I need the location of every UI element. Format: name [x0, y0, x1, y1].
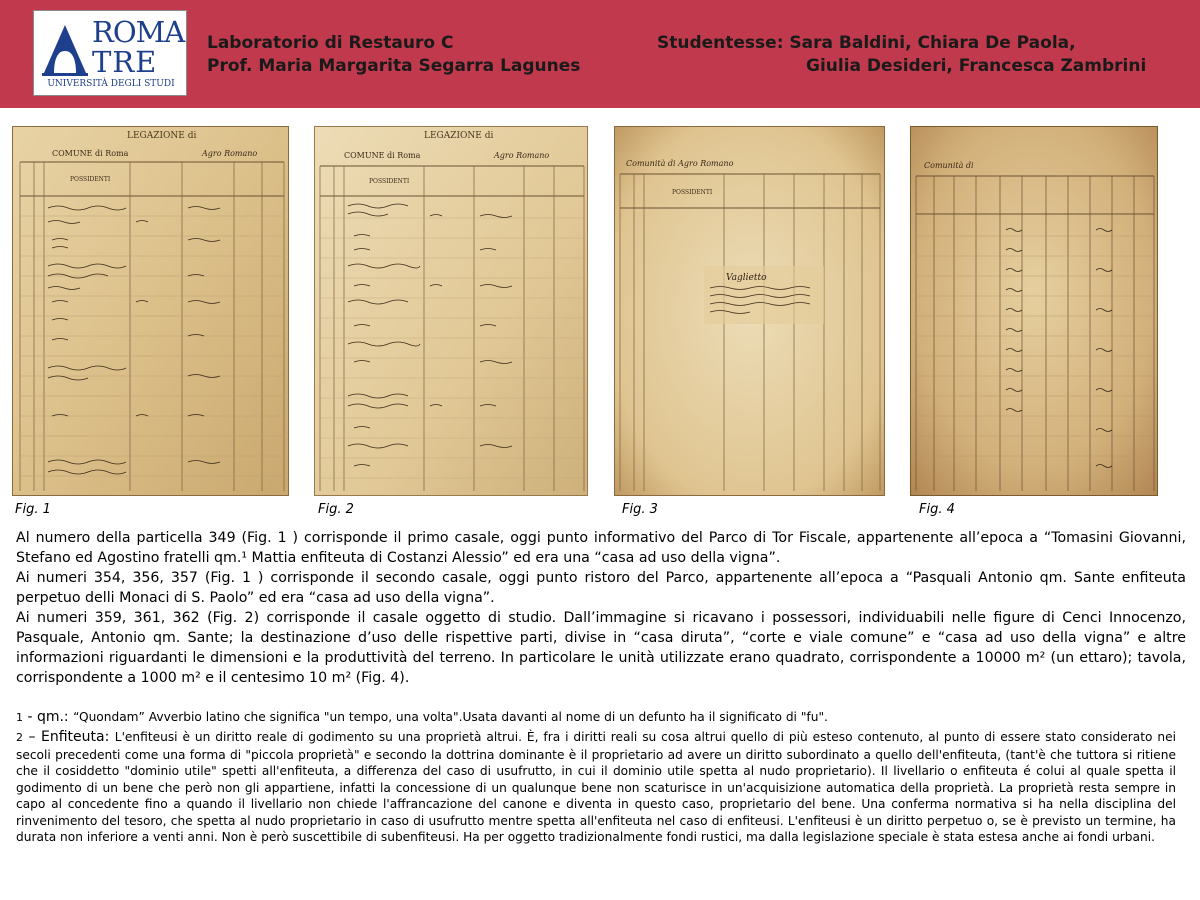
- fig1-zona: Agro Romano: [202, 149, 258, 158]
- fig2-zona: Agro Romano: [494, 151, 550, 160]
- roma-tre-emblem-icon: [42, 21, 88, 77]
- figure-4-caption: Fig. 4: [919, 502, 955, 517]
- professor-name: Prof. Maria Margarita Segarra Lagunes: [207, 56, 581, 76]
- fig2-column: POSSIDENTI: [369, 178, 410, 185]
- fig2-comune: COMUNE di Roma: [344, 151, 421, 160]
- logo-university-text: UNIVERSITÀ DEGLI STUDI: [47, 79, 175, 89]
- figure-1-caption: Fig. 1: [15, 502, 51, 517]
- figure-3-caption: Fig. 3: [622, 502, 658, 517]
- figure-2-caption: Fig. 2: [318, 502, 354, 517]
- fig1-comune: COMUNE di Roma: [52, 149, 129, 158]
- footnote-2-text: L'enfiteusi è un diritto reale di godimento su una proprietà altrui. È, fra i diritti reali su cosa altrui quello di più esteso contenuto, al punto di essere stato considerato nei secoli precedenti come una forma di "piccola proprietà" e secondo la dottrina dominante è il proprietario ad avere un diritto subordinato a quello dell'enfiteuta, (tant'è che tuttora si ritiene che il cosiddetto "dominio utile" spetti all'enfiteuta, a differenza del caso di usufrutto, in cui il dominio utile spetta al nudo proprietario). Il livellario o enfiteuta é colui al quale spetta il godimento di un bene che però non gli appartiene, infatti la concessione di un qualunque bene non scaturisce in un'acquisizione automatica della proprietà. La proprietà resta sempre in capo al concedente fino a quando il livellario non chiede l'affrancazione del canone e diventa in questo caso, proprietario del bene. Una conferma normativa si ha nella disciplina del rinvenimento del tesoro, che spetta al nudo proprietario in caso di usufrutto mentre spetta all'enfiteuta nel caso di enfiteusi. L'enfiteusi è un diritto perpetuo o, se è previsto un termine, ha durata non inferiore a venti anni. Non è però suscettibile di subenfiteusi. Ha per oggetto tradizionalmente fondi rustici, ma dalla legislazione speciale è stata estesa anche ai fondi urbani.: [16, 730, 1176, 844]
- footnote-1: [16, 709, 1176, 727]
- footnote-1-text: “Quondam” Avverbio latino che significa "un tempo, una volta".Usata davanti al nome di un defunto ha il significato di "fu".: [73, 710, 828, 724]
- paragraph-3: Ai numeri 359, 361, 362 (Fig. 2) corrisponde il casale oggetto di studio. Dall’immagine si ricavano i possessori, individuabili nelle figure di Cenci Innocenzo, Pasquale, Antonio qm. Sante; la destinazione d’uso delle rispettive parti, divise in “casa diruta”, “corte e viale comune” e “casa ad uso della vigna” e altre informazioni riguardanti le dimensioni e la produttività del terreno. In particolare le unità utilizzate erano quadrato, corrispondente a 10000 m² (un ettaro); tavola, corrispondente a 1000 m² e il centesimo 10 m² (Fig. 4).: [16, 610, 1186, 686]
- footnote-2-term: – Enfiteuta:: [23, 729, 115, 745]
- logo-tre-text: TRE: [92, 45, 158, 79]
- fig3-stamp: Vaglietto: [726, 273, 767, 283]
- fig3-column: POSSIDENTI: [672, 189, 713, 196]
- figure-3-image: [614, 126, 885, 496]
- fig2-heading: LEGAZIONE di: [424, 131, 494, 141]
- paragraph-1: Al numero della particella 349 (Fig. 1 ) corrisponde il primo casale, oggi punto informativo del Parco di Tor Fiscale, appartenente all’epoca a “Tomasini Giovanni, Stefano ed Agostino fratelli qm.¹ Mattia enfiteuta di Costanzi Alessio” ed era una “casa ad uso della vigna”.: [16, 530, 1186, 566]
- footnote-2: [16, 729, 1176, 846]
- paragraph-2: Ai numeri 354, 356, 357 (Fig. 1 ) corrisponde il secondo casale, oggi punto ristoro del Parco, appartenente all’epoca a “Pasquali Antonio qm. Sante enfiteuta perpetuo delli Monaci di S. Paolo” ed era “casa ad uso della vigna”.: [16, 570, 1186, 606]
- footnote-2-number: 2: [16, 731, 23, 744]
- students-line-1: Studentesse: Sara Baldini, Chiara De Paola,: [657, 33, 1076, 53]
- roma-tre-logo: [33, 10, 187, 96]
- footnote-1-number: 1: [16, 711, 23, 724]
- figure-4-image: [910, 126, 1158, 496]
- course-title: Laboratorio di Restauro C: [207, 33, 454, 53]
- figure-1-image: [12, 126, 289, 496]
- header-banner: [0, 0, 1200, 108]
- fig4-comune: Comunità di: [924, 161, 974, 170]
- logo-roma-text: ROMA: [92, 15, 185, 49]
- fig1-column: POSSIDENTI: [70, 176, 111, 183]
- footnote-1-term: - qm.:: [23, 709, 74, 725]
- fig3-comune: Comunità di Agro Romano: [626, 159, 734, 168]
- fig1-heading: LEGAZIONE di: [127, 131, 197, 141]
- figure-2-image: [314, 126, 588, 496]
- students-line-2: Giulia Desideri, Francesca Zambrini: [806, 56, 1147, 76]
